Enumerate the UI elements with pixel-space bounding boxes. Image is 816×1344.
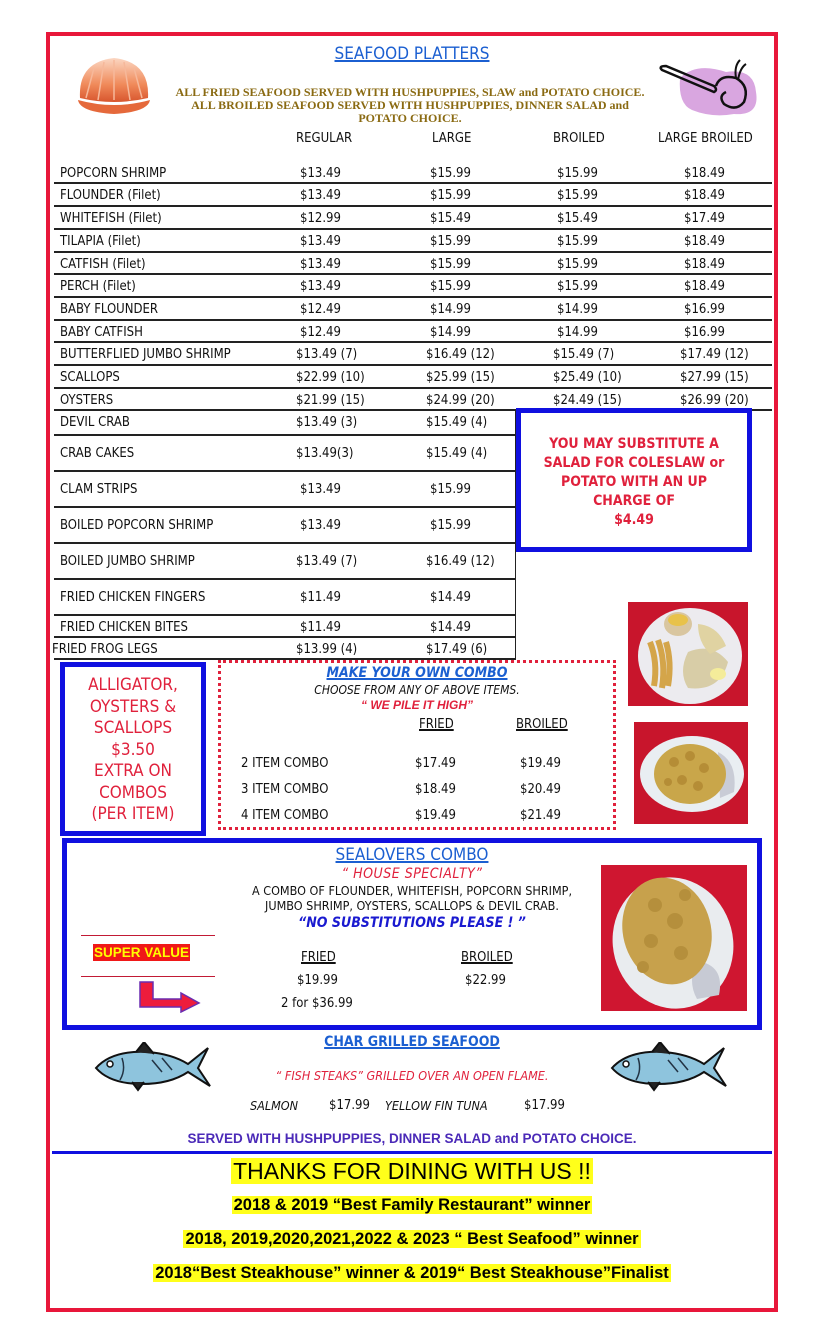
fish-icon (92, 1042, 212, 1092)
subtitle-line: ALL BROILED SEAFOOD SERVED WITH HUSHPUPPIES, DINNER SALAD and (191, 98, 629, 112)
item-name: FRIED CHICKEN FINGERS (60, 590, 206, 605)
item-price: $15.49 (7) (553, 347, 615, 362)
item-price: $25.49 (10) (553, 370, 622, 385)
scallop-shell-icon (74, 54, 154, 116)
item-price: $15.99 (430, 257, 471, 272)
item-price: $25.99 (15) (426, 370, 495, 385)
item-price: $13.49 (3) (296, 415, 358, 430)
item-price: $15.99 (557, 257, 598, 272)
note-line: SCALLOPS (93, 718, 173, 738)
make-your-own-combo-box (218, 660, 616, 830)
table-row (54, 343, 772, 366)
popcorn-shrimp-platter-photo (634, 722, 748, 824)
combo-row-name: 4 ITEM COMBO (241, 808, 329, 823)
item-price: $21.99 (15) (296, 393, 365, 408)
combo-row-fried-price: $17.49 (415, 756, 456, 771)
substitute-note-box (516, 408, 752, 552)
item-name: OYSTERS (60, 393, 114, 408)
item-price: $15.99 (557, 188, 598, 203)
item-price: $18.49 (684, 166, 725, 181)
table-row (54, 184, 772, 207)
combo-row-broiled-price: $21.49 (520, 808, 561, 823)
item-price: $12.49 (300, 325, 341, 340)
note-line: SALAD FOR COLESLAW or (543, 455, 725, 471)
item-price: $14.99 (430, 302, 471, 317)
divider (81, 976, 215, 977)
table-row (54, 207, 772, 230)
column-header-broiled: BROILED (553, 131, 605, 146)
note-line: OYSTERS & (89, 696, 177, 717)
item-price: $13.49 (300, 234, 341, 249)
char-grilled-tagline: “ FISH STEAKS” GRILLED OVER AN OPEN FLAME. (275, 1068, 549, 1083)
item-price: $12.49 (300, 302, 341, 317)
item-price: $11.49 (300, 590, 341, 605)
shrimp-on-fork-icon (656, 56, 760, 118)
item-price: $26.99 (20) (680, 393, 749, 408)
item-name: CRAB CAKES (60, 446, 135, 461)
arrow-right-icon (139, 981, 201, 1013)
item-price: $22.99 (10) (296, 370, 365, 385)
sealovers-combo-photo (601, 865, 747, 1011)
section-title-seafood-platters: SEAFOOD PLATTERS (334, 44, 490, 64)
column-header-large-broiled: LARGE BROILED (658, 131, 753, 146)
fried-seafood-platter-photo (628, 602, 748, 706)
item-price: $18.49 (684, 234, 725, 249)
combo-column-fried: FRIED (419, 717, 454, 732)
item-price: $17.49 (12) (680, 347, 749, 362)
combo-row-fried-price: $18.49 (415, 782, 456, 797)
item-name: BOILED POPCORN SHRIMP (60, 518, 214, 533)
item-price: $16.49 (12) (426, 347, 495, 362)
combo-extra-charge-box (60, 662, 206, 836)
item-price: $17.49 (6) (426, 642, 488, 657)
grill-item-name: YELLOW FIN TUNA (385, 1098, 488, 1113)
item-name: CATFISH (Filet) (60, 257, 146, 272)
item-name: POPCORN SHRIMP (60, 166, 167, 181)
item-price: $14.99 (557, 325, 598, 340)
item-price: $13.49 (300, 257, 341, 272)
note-line: CHARGE OF (593, 493, 675, 509)
item-price: $13.49 (300, 482, 341, 497)
subtitle-line: ALL FRIED SEAFOOD SERVED WITH HUSHPUPPIES, SLAW and POTATO CHOICE. (175, 85, 645, 99)
sealovers-broiled-label: BROILED (461, 950, 513, 965)
item-name: TILAPIA (Filet) (60, 234, 141, 249)
sealovers-description-line: A COMBO OF FLOUNDER, WHITEFISH, POPCORN SHRIMP, (251, 883, 573, 898)
combo-row-broiled-price: $20.49 (520, 782, 561, 797)
table-row (54, 162, 772, 184)
column-header-large: LARGE (432, 131, 472, 146)
item-price: $14.99 (430, 325, 471, 340)
char-grilled-sides-note: SERVED WITH HUSHPUPPIES, DINNER SALAD and POTATO CHOICE. (187, 1131, 637, 1146)
menu-page (46, 32, 778, 1312)
table-row (54, 544, 516, 580)
combo-row-broiled-price: $19.49 (520, 756, 561, 771)
note-line: YOU MAY SUBSTITUTE A (549, 436, 719, 452)
table-row (54, 298, 772, 321)
table-row (54, 366, 772, 389)
note-line: (PER ITEM) (91, 804, 175, 824)
sealovers-title: SEALOVERS COMBO (335, 845, 489, 865)
combo-row-fried-price: $19.49 (415, 808, 456, 823)
combo-column-broiled: BROILED (516, 717, 568, 732)
item-price: $15.99 (430, 482, 471, 497)
subtitle-line: POTATO CHOICE. (358, 111, 462, 125)
grill-item-price: $17.99 (329, 1098, 370, 1113)
table-row (54, 580, 516, 616)
combo-subtitle: CHOOSE FROM ANY OF ABOVE ITEMS. (314, 683, 520, 697)
divider (81, 935, 215, 936)
item-price: $15.99 (430, 188, 471, 203)
item-price: $15.99 (430, 518, 471, 533)
item-name: BABY CATFISH (60, 325, 143, 340)
table-row (54, 230, 772, 253)
table-row (54, 411, 516, 436)
item-name: FRIED FROG LEGS (52, 642, 158, 657)
item-price: $15.99 (557, 166, 598, 181)
item-name: DEVIL CRAB (60, 415, 130, 430)
item-price: $16.99 (684, 325, 725, 340)
note-line: EXTRA ON (94, 761, 172, 781)
item-price: $13.49 (300, 188, 341, 203)
award-line: 2018 & 2019 “Best Family Restaurant” winner (233, 1196, 591, 1214)
item-price: $12.99 (300, 211, 341, 226)
item-price: $14.49 (430, 590, 471, 605)
table-row (54, 472, 516, 508)
item-price: $15.99 (430, 279, 471, 294)
item-price: $13.49 (7) (296, 347, 358, 362)
item-price: $13.49 (300, 518, 341, 533)
item-price: $17.49 (684, 211, 725, 226)
item-price: $15.49 (557, 211, 598, 226)
item-price: $11.49 (300, 620, 341, 635)
char-grilled-title: CHAR GRILLED SEAFOOD (324, 1034, 500, 1050)
item-name: PERCH (Filet) (60, 279, 136, 294)
award-line: 2018, 2019,2020,2021,2022 & 2023 “ Best Seafood” winner (185, 1230, 639, 1248)
sealovers-deal: 2 for $36.99 (281, 996, 353, 1011)
item-price: $18.49 (684, 279, 725, 294)
item-name: BABY FLOUNDER (60, 302, 159, 317)
item-price: $18.49 (684, 257, 725, 272)
item-price: $15.49 (4) (426, 446, 488, 461)
item-price: $24.99 (20) (426, 393, 495, 408)
item-price: $15.99 (430, 234, 471, 249)
table-row (54, 321, 772, 343)
super-value-badge: SUPER VALUE (94, 945, 190, 960)
item-price: $18.49 (684, 188, 725, 203)
item-price: $15.99 (557, 234, 598, 249)
sealovers-combo-box (62, 838, 762, 1030)
item-price: $16.99 (684, 302, 725, 317)
combo-title: MAKE YOUR OWN COMBO (326, 665, 508, 681)
divider (52, 1151, 772, 1154)
item-price: $13.49 (300, 279, 341, 294)
column-header-regular: REGULAR (296, 131, 353, 146)
item-name: BUTTERFLIED JUMBO SHRIMP (60, 347, 231, 362)
fish-icon (608, 1042, 728, 1092)
item-price: $16.49 (12) (426, 554, 495, 569)
item-name: BOILED JUMBO SHRIMP (60, 554, 195, 569)
combo-tagline: “ WE PILE IT HIGH” (360, 698, 473, 712)
item-name: FRIED CHICKEN BITES (60, 620, 188, 635)
sealovers-description-line: JUMBO SHRIMP, OYSTERS, SCALLOPS & DEVIL CRAB. (265, 898, 559, 913)
item-name: FLOUNDER (Filet) (60, 188, 161, 203)
house-specialty-label: “ HOUSE SPECIALTY” (341, 866, 483, 882)
note-price: $4.49 (614, 512, 654, 528)
award-line: 2018“Best Steakhouse” winner & 2019“ Best Steakhouse”Finalist (155, 1264, 669, 1282)
grill-item-price: $17.99 (524, 1098, 565, 1113)
item-price: $14.49 (430, 620, 471, 635)
table-row (54, 436, 516, 472)
item-price: $27.99 (15) (680, 370, 749, 385)
item-name: CLAM STRIPS (60, 482, 138, 497)
note-line: POTATO WITH AN UP (560, 474, 707, 490)
item-name: WHITEFISH (Filet) (60, 211, 162, 226)
table-row (54, 253, 772, 275)
item-price: $15.99 (430, 166, 471, 181)
sealovers-fried-price: $19.99 (297, 973, 338, 988)
item-price: $14.99 (557, 302, 598, 317)
note-price: $3.50 (111, 739, 155, 760)
table-row (54, 638, 516, 660)
platter-sides-note (150, 86, 670, 125)
note-line: COMBOS (99, 782, 167, 803)
table-row (54, 508, 516, 544)
thanks-message: THANKS FOR DINING WITH US !! (233, 1158, 591, 1184)
combo-row-name: 2 ITEM COMBO (241, 756, 329, 771)
note-line: ALLIGATOR, (88, 675, 178, 695)
item-price: $13.99 (4) (296, 642, 358, 657)
no-substitutions-note: “NO SUBSTITUTIONS PLEASE ! ” (298, 915, 526, 931)
item-price: $15.49 (430, 211, 471, 226)
item-price: $15.49 (4) (426, 415, 488, 430)
item-price: $13.49 (300, 166, 341, 181)
item-price: $24.49 (15) (553, 393, 622, 408)
grill-item-name: SALMON (250, 1098, 299, 1113)
item-price: $13.49 (7) (296, 554, 358, 569)
sealovers-fried-label: FRIED (301, 950, 336, 965)
table-row (54, 275, 772, 298)
table-row (54, 616, 516, 638)
item-price: $13.49(3) (296, 446, 354, 461)
sealovers-broiled-price: $22.99 (465, 973, 506, 988)
combo-row-name: 3 ITEM COMBO (241, 782, 329, 797)
item-name: SCALLOPS (60, 370, 120, 385)
item-price: $15.99 (557, 279, 598, 294)
